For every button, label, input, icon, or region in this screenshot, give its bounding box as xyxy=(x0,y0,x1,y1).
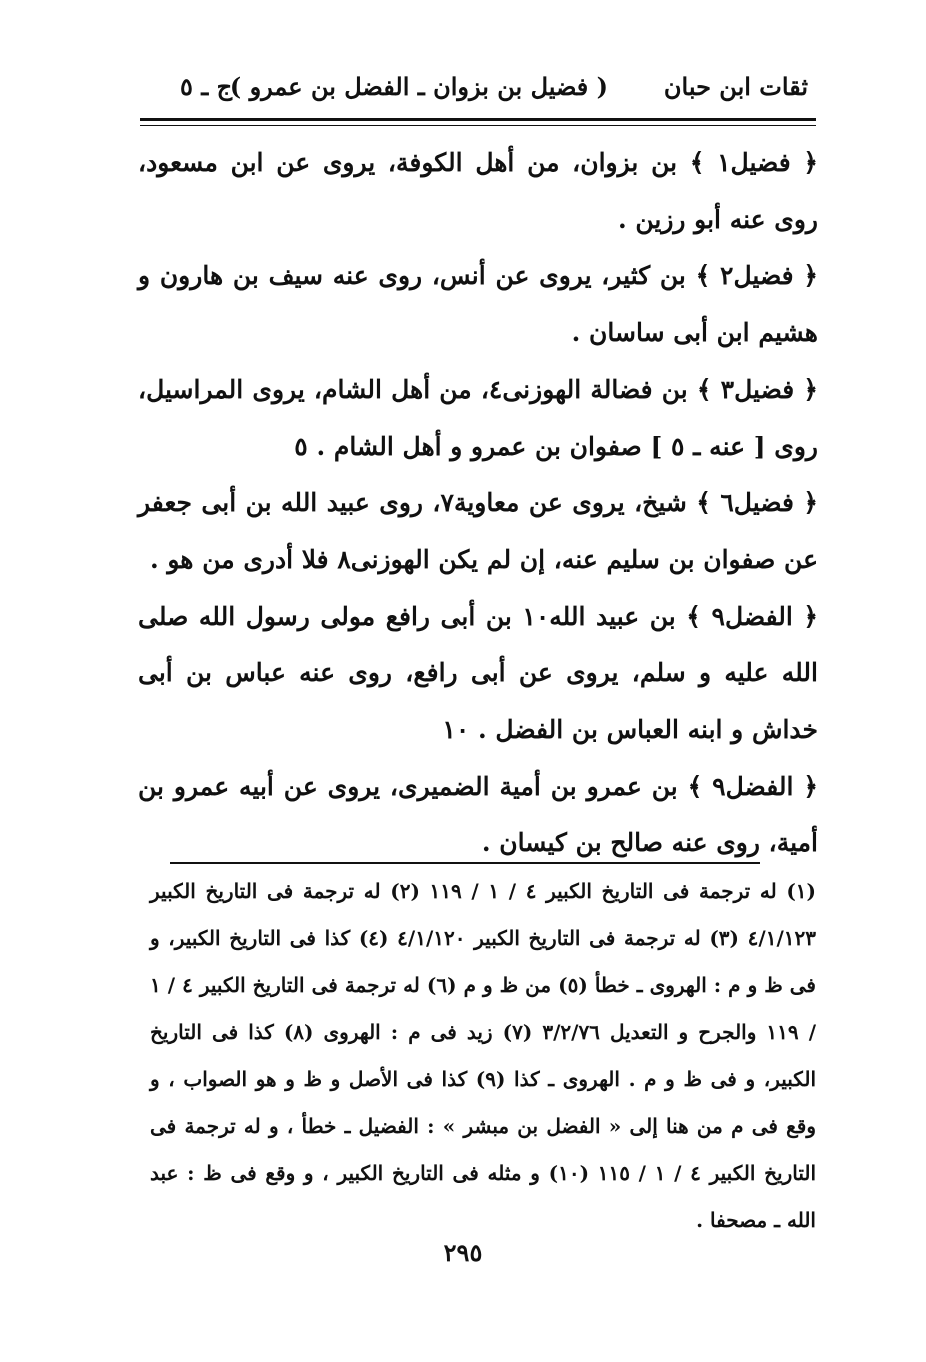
running-header xyxy=(140,72,808,112)
entry-fudayl-shaykh: ﴿ فضيل٦ ﴾ شيخ، يروى عن معاوية٧، روى عبيد الله بن أبى جعفر عن صفوان بن سليم عنه، إن لم يكن الهوزنى٨ فلا أدرى من هو . xyxy=(138,488,818,574)
header-rule-thin xyxy=(140,125,816,126)
entry-fudayl-bazwan: ﴿ فضيل١ ﴾ بن بزوان، من أهل الكوفة، يروى عن ابن مسعود، روى عنه أبو رزين . xyxy=(138,148,818,234)
entry-fadl-ubaydallah: ﴿ الفضل٩ ﴾ بن عبيد الله١٠ بن أبى رافع مولى رسول الله صلى الله عليه و سلم، يروى عن أبى رافع، روى عنه عباس بن أبى خداش و ابنه العباس بن الفضل . ١٠ xyxy=(138,601,818,745)
main-text xyxy=(138,135,818,872)
header-rule-thick xyxy=(140,118,816,121)
footnotes xyxy=(150,868,816,1244)
entry-fadl-amr: ﴿ الفضل٩ ﴾ بن عمرو بن أمية الضميرى، يروى عن أبيه عمرو بن أمية، روى عنه صالح بن كيسان . xyxy=(138,771,818,858)
entry-fudayl-fadala: ﴿ فضيل٣ ﴾ بن فضالة الهوزنى٤، من أهل الشام، يروى المراسيل، روى [ عنه ـ ٥ ] صفوان بن عمرو و أهل الشام . ٥ xyxy=(138,374,819,461)
entry-fudayl-kathir: ﴿ فضيل٢ ﴾ بن كثير، يروى عن أنس، روى عنه سيف بن هارون و هشيم ابن أبى ساسان . xyxy=(138,261,818,348)
footnote-text: (١) له ترجمة فى التاريخ الكبير ٤ / ١ / ١١٩ (٢) له ترجمة فى التاريخ الكبير ٤/١/١٢٣ (٣) له ترجمة فى التاريخ الكبير ٤/١/١٢٠ (٤) كذا فى التاريخ الكبير، و فى ظ و م : الهروى ـ خطأ (٥) من ظ و م (٦) له ترجمة فى التاريخ الكبير ٤ / ١ / ١١٩ والجرح و التعديل ٣/٢/٧٦ (٧) زيد فى م : الهروى (٨) كذا فى التاريخ الكبير، و فى ظ و م . الهروى ـ كذا (٩) كذا فى الأصل و ظ و هو الصواب ، و وقع فى م من هنا إلى « الفضل بن مبشر » : الفضيل ـ خطأ ، و له ترجمة فى التاريخ الكبير ٤ / ١ / ١١٥ (١٠) و مثله فى التاريخ الكبير ، و وقع فى ظ : عبد الله ـ مصحفا . xyxy=(150,879,817,1232)
page-topic: ( فضيل بن بزوان ـ الفضل بن عمرو ) xyxy=(229,72,608,101)
book-title: ثقات ابن حبان xyxy=(663,72,808,101)
volume-number: ج ـ ٥ xyxy=(180,72,233,101)
footnote-separator xyxy=(170,862,760,864)
page-number: ٢٩٥ xyxy=(443,1238,483,1267)
